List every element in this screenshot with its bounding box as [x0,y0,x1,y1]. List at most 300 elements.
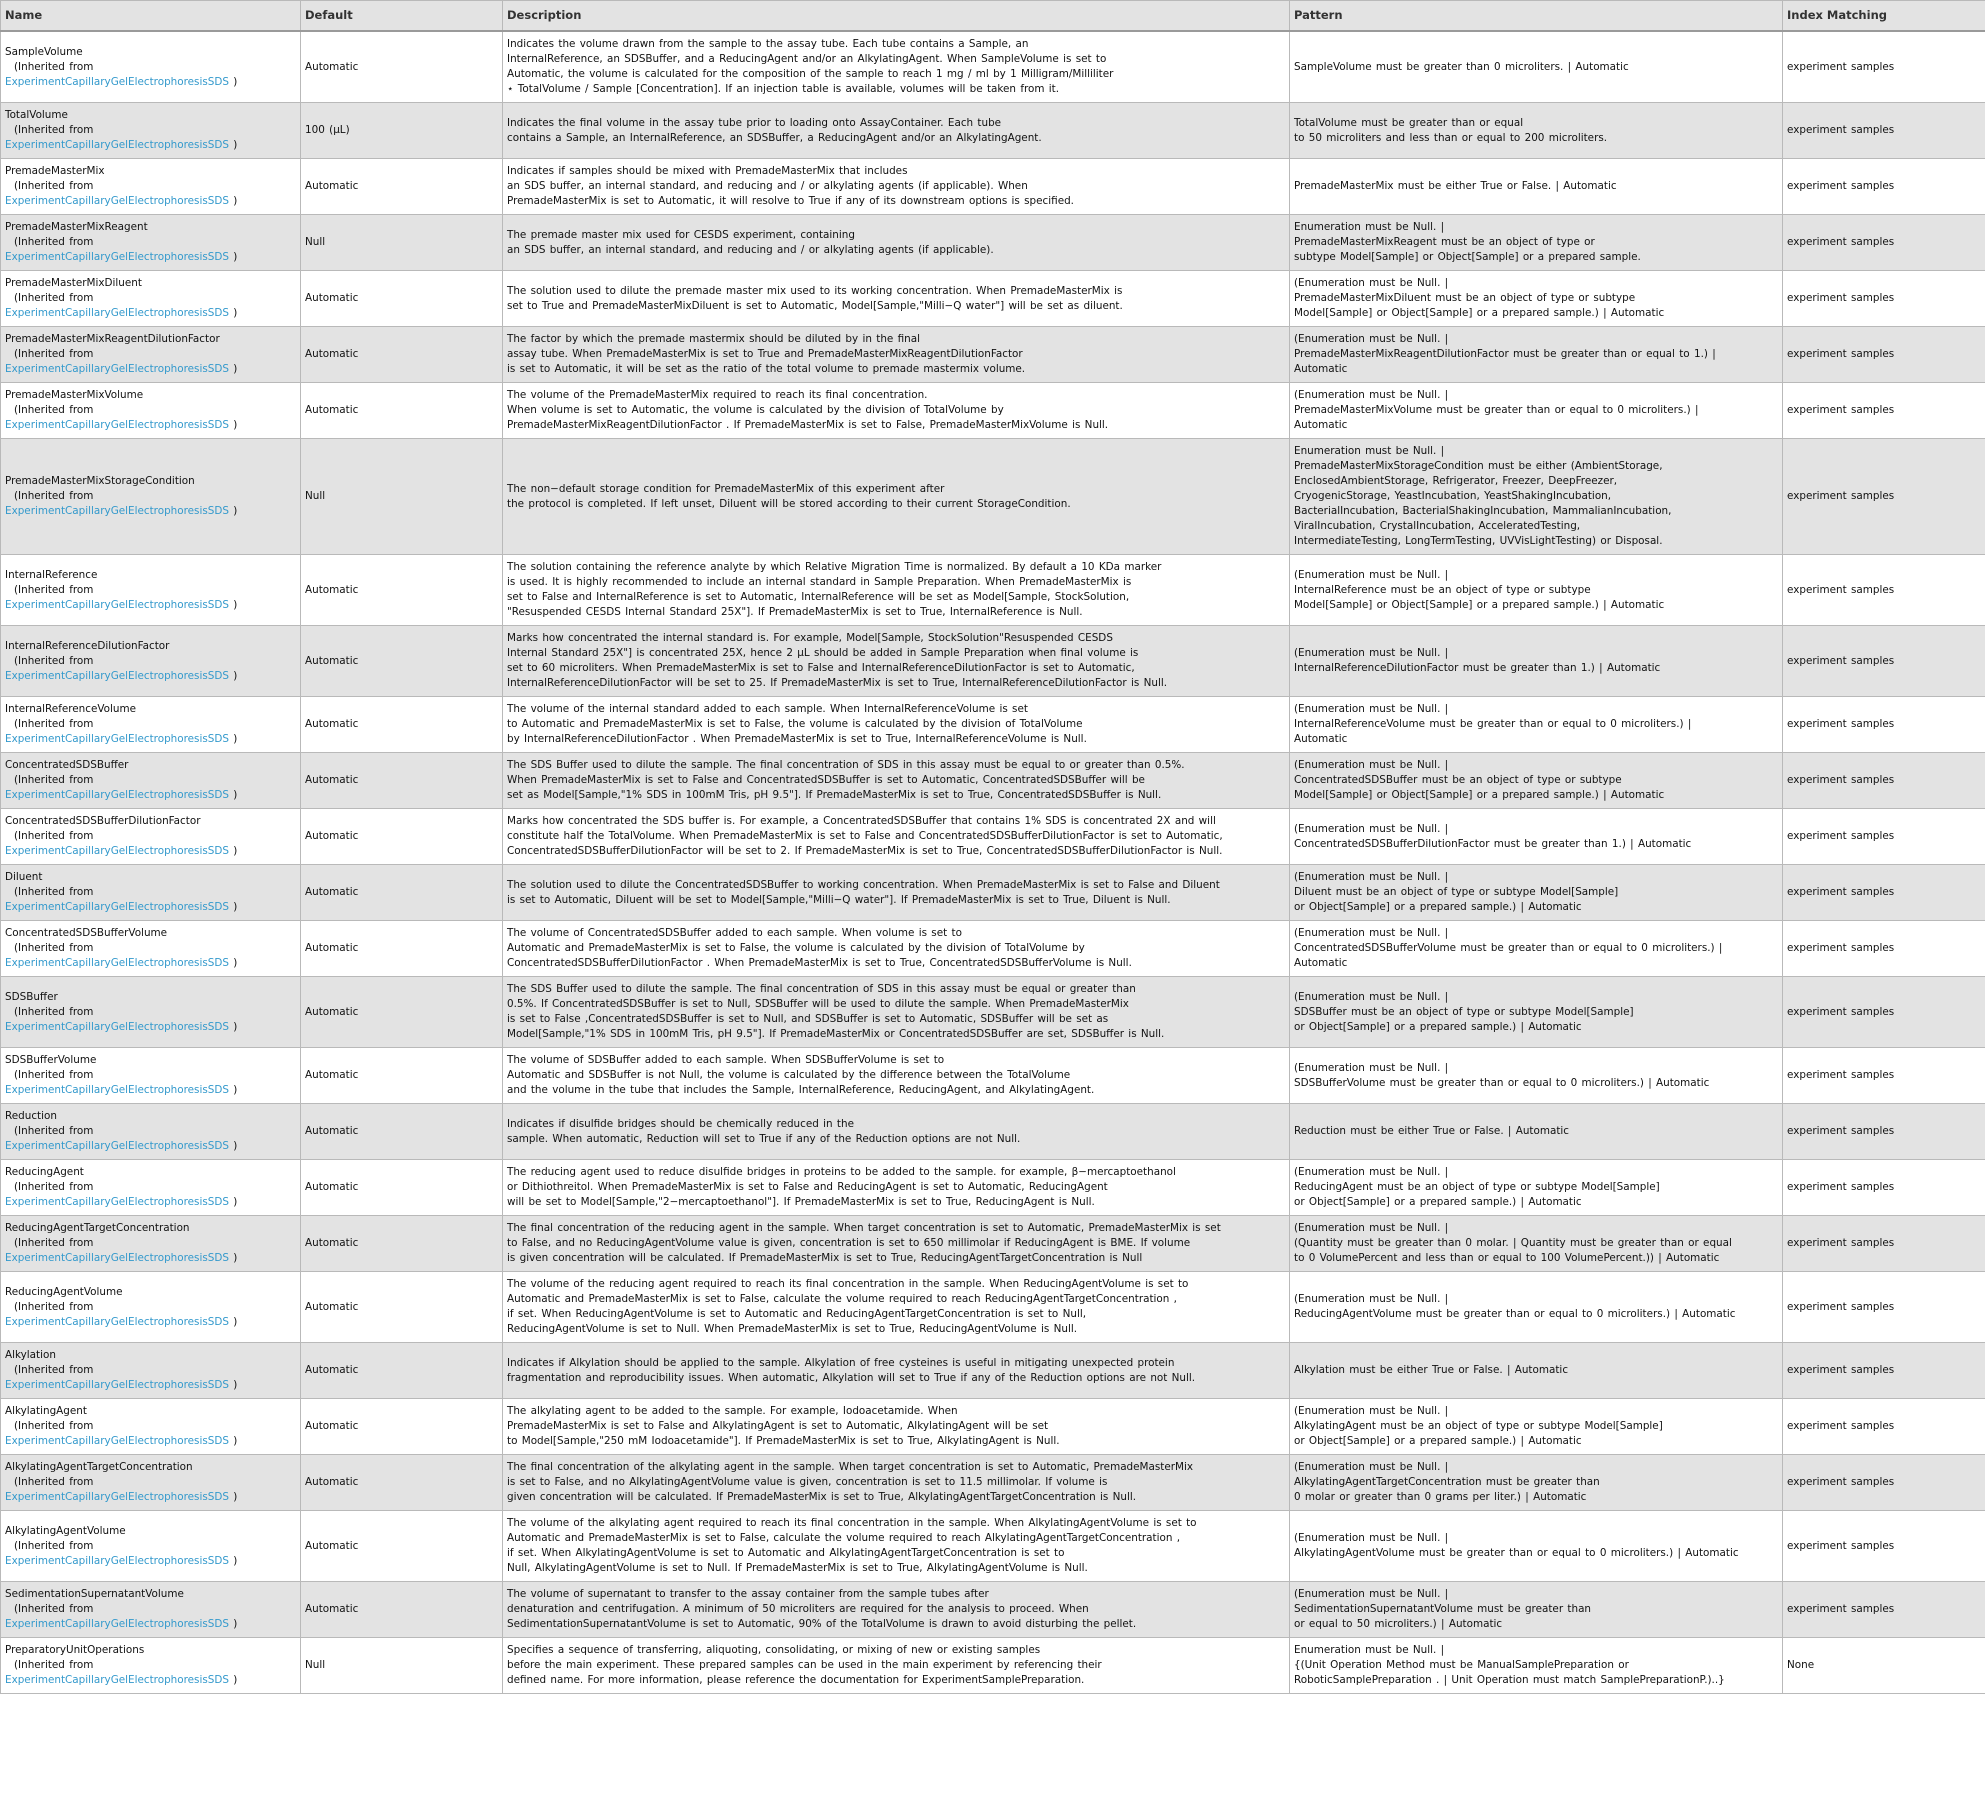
option-name-cell [1,103,301,159]
option-name: InternalReference [5,568,98,581]
inherited-link[interactable]: ExperimentCapillaryGelElectrophoresisSDS [5,1491,229,1503]
option-name: TotalVolume [5,109,68,121]
option-name: Reduction [5,1110,57,1122]
option-name: ReducingAgent [5,1166,84,1178]
inherited-suffix: ) [233,75,238,88]
inherited-suffix: ) [233,901,238,913]
inherited-prefix: (Inherited from [14,60,94,73]
option-name: PremadeMasterMixReagent [5,221,148,233]
inherited-note [5,1300,296,1315]
inherited-prefix: (Inherited from [14,124,94,136]
inherited-link[interactable]: ExperimentCapillaryGelElectrophoresisSDS [5,139,229,151]
pattern-cell: (Enumeration must be Null. | InternalReferenceDilutionFactor must be greater than 1.) | Automatic [1290,626,1783,697]
option-name-cell [1,626,301,697]
option-name: SedimentationSupernatantVolume [5,1588,184,1600]
table-row [1,1638,1985,1694]
inherited-note [5,1180,296,1195]
option-name-cell [1,1048,301,1104]
pattern-cell: (Enumeration must be Null. | AlkylatingAgentTargetConcentration must be greater than 0 molar or greater than 0 grams per liter.) | Automatic [1290,1455,1783,1511]
pattern-cell: (Enumeration must be Null. | SDSBuffer must be an object of type or subtype Model[Sample] or Object[Sample] or a prepared sample.) | Automatic [1290,977,1783,1048]
description-cell: The volume of the reducing agent required to reach its final concentration in the sample. When ReducingAgentVolume is set to Automatic and PremadeMasterMix is set to False, calculate the volume required to reach ReducingAgentTargetConcentration , if set. When ReducingAgentVolume is set to Automatic and ReducingAgentTargetConcentration is set to Null, ReducingAgentVolume is set to Null. When PremadeMasterMix is set to True, ReducingAgentVolume is Null. [503,1272,1290,1343]
description-cell: The solution used to dilute the premade master mix used to its working concentration. When PremadeMasterMix is set to True and PremadeMasterMixDiluent is set to Automatic, Model[Sample,"Milli−Q water"] will be set as diluent. [503,271,1290,327]
inherited-note [5,179,296,194]
index-matching-cell: experiment samples [1783,753,1985,809]
inherited-prefix: (Inherited from [14,886,94,898]
table-row [1,271,1985,327]
option-name-cell [1,327,301,383]
option-name-cell [1,31,301,103]
inherited-note [5,1539,296,1554]
default-cell: Automatic [301,1582,503,1638]
option-name-cell [1,1582,301,1638]
inherited-prefix: (Inherited from [14,942,94,954]
default-cell: Automatic [301,1455,503,1511]
inherited-link[interactable]: ExperimentCapillaryGelElectrophoresisSDS [5,505,229,517]
inherited-note [5,347,296,362]
inherited-prefix: (Inherited from [14,774,94,786]
inherited-note [5,654,296,669]
index-matching-cell: experiment samples [1783,1216,1985,1272]
option-name-cell [1,1343,301,1399]
pattern-cell: TotalVolume must be greater than or equal to 50 microliters and less than or equal to 200 microliters. [1290,103,1783,159]
header-row [1,1,1985,32]
inherited-suffix: ) [233,1491,238,1503]
option-name: AlkylatingAgentTargetConcentration [5,1461,193,1473]
inherited-suffix: ) [233,195,238,207]
inherited-note [5,1236,296,1251]
option-name-cell [1,697,301,753]
table-row [1,555,1985,626]
index-matching-cell: experiment samples [1783,977,1985,1048]
table-row [1,383,1985,439]
default-cell: Automatic [301,809,503,865]
inherited-link[interactable]: ExperimentCapillaryGelElectrophoresisSDS [5,1554,229,1567]
inherited-note [5,1658,296,1673]
default-cell: Automatic [301,697,503,753]
pattern-cell: Reduction must be either True or False. | Automatic [1290,1104,1783,1160]
table-row [1,1511,1985,1582]
option-name-cell [1,1216,301,1272]
pattern-cell: (Enumeration must be Null. | AlkylatingAgentVolume must be greater than or equal to 0 microliters.) | Automatic [1290,1511,1783,1582]
table-row [1,1216,1985,1272]
pattern-cell: (Enumeration must be Null. | ConcentratedSDSBufferVolume must be greater than or equal to 0 microliters.) | Automatic [1290,921,1783,977]
default-cell: Automatic [301,383,503,439]
inherited-suffix: ) [233,1379,238,1391]
index-matching-cell: experiment samples [1783,1048,1985,1104]
description-cell: The reducing agent used to reduce disulfide bridges in proteins to be added to the sample. for example, β−mercaptoethanol or Dithiothreitol. When PremadeMasterMix is set to False and ReducingAgent is set to Automatic, ReducingAgent will be set to Model[Sample,"2−mercaptoethanol"]. If PremadeMasterMix is set to True, ReducingAgent is Null. [503,1160,1290,1216]
inherited-link[interactable]: ExperimentCapillaryGelElectrophoresisSDS [5,75,229,88]
inherited-link[interactable]: ExperimentCapillaryGelElectrophoresisSDS [5,307,229,319]
pattern-cell: Enumeration must be Null. | PremadeMasterMixReagent must be an object of type or subtype Model[Sample] or Object[Sample] or a prepared sample. [1290,215,1783,271]
option-name-cell [1,865,301,921]
option-name-cell [1,159,301,215]
pattern-cell: (Enumeration must be Null. | InternalReferenceVolume must be greater than or equal to 0 microliters.) | Automatic [1290,697,1783,753]
option-name: ConcentratedSDSBufferDilutionFactor [5,815,201,827]
inherited-suffix: ) [233,1435,238,1447]
inherited-suffix: ) [233,251,238,263]
index-matching-cell: experiment samples [1783,327,1985,383]
description-cell: The volume of ConcentratedSDSBuffer added to each sample. When volume is set to Automatic and PremadeMasterMix is set to False, the volume is calculated by the division of TotalVolume by ConcentratedSDSBufferDilutionFactor . When PremadeMasterMix is set to True, ConcentratedSDSBufferVolume is Null. [503,921,1290,977]
inherited-prefix: (Inherited from [14,1300,94,1313]
index-matching-cell: experiment samples [1783,31,1985,103]
inherited-suffix: ) [233,1084,238,1096]
inherited-prefix: (Inherited from [14,1237,94,1249]
inherited-link[interactable]: ExperimentCapillaryGelElectrophoresisSDS [5,1379,229,1391]
default-cell: Automatic [301,31,503,103]
option-name: ConcentratedSDSBuffer [5,759,129,771]
option-name: SampleVolume [5,45,83,58]
inherited-link[interactable]: ExperimentCapillaryGelElectrophoresisSDS [5,733,229,745]
inherited-link[interactable]: ExperimentCapillaryGelElectrophoresisSDS [5,957,229,969]
table-row [1,159,1985,215]
option-name-cell [1,977,301,1048]
inherited-link[interactable]: ExperimentCapillaryGelElectrophoresisSDS [5,1084,229,1096]
pattern-cell: (Enumeration must be Null. | Diluent must be an object of type or subtype Model[Sample] or Object[Sample] or a prepared sample.) | Automatic [1290,865,1783,921]
index-matching-cell: experiment samples [1783,1511,1985,1582]
inherited-link[interactable]: ExperimentCapillaryGelElectrophoresisSDS [5,1140,229,1152]
option-name: InternalReferenceDilutionFactor [5,639,170,652]
inherited-prefix: (Inherited from [14,348,94,360]
index-matching-cell: experiment samples [1783,159,1985,215]
column-header-index-matching: Index Matching [1783,1,1985,32]
inherited-prefix: (Inherited from [14,490,94,502]
pattern-cell: Enumeration must be Null. | PremadeMasterMixStorageCondition must be either (AmbientStorage, EnclosedAmbientStorage, Refrigerator, Freezer, DeepFreezer, CryogenicStorage, YeastIncubation, YeastShakingIncubation, BacterialIncubation, BacterialShakingIncubation, MammalianIncubation, ViralIncubation, CrystalIncubation, AcceleratedTesting, IntermediateTesting, LongTermTesting, UVVisLightTesting) or Disposal. [1290,439,1783,555]
table-row [1,1343,1985,1399]
inherited-note [5,941,296,956]
column-header-description: Description [503,1,1290,32]
inherited-link[interactable]: ExperimentCapillaryGelElectrophoresisSDS [5,1196,229,1208]
inherited-suffix: ) [233,1618,238,1630]
pattern-cell: Alkylation must be either True or False. | Automatic [1290,1343,1783,1399]
pattern-cell: PremadeMasterMix must be either True or False. | Automatic [1290,159,1783,215]
inherited-note [5,1005,296,1020]
option-name-cell [1,809,301,865]
inherited-prefix: (Inherited from [14,1539,94,1552]
option-name: PremadeMasterMixReagentDilutionFactor [5,333,220,345]
inherited-link[interactable]: ExperimentCapillaryGelElectrophoresisSDS [5,789,229,801]
description-cell: The solution used to dilute the ConcentratedSDSBuffer to working concentration. When PremadeMasterMix is set to False and Diluent is set to Automatic, Diluent will be set to Model[Sample,"Milli−Q water"]. If PremadeMasterMix is set to True, Diluent is Null. [503,865,1290,921]
inherited-suffix: ) [233,598,238,611]
inherited-note [5,829,296,844]
inherited-prefix: (Inherited from [14,1364,94,1376]
inherited-suffix: ) [233,1315,238,1328]
option-name: SDSBuffer [5,990,58,1003]
option-name: PremadeMasterMixStorageCondition [5,475,195,487]
pattern-cell: Enumeration must be Null. | {(Unit Operation Method must be ManualSamplePreparation or RoboticSamplePreparation . | Unit Operation must match SamplePreparationP.)..} [1290,1638,1783,1694]
option-name-cell [1,1160,301,1216]
table-row [1,753,1985,809]
description-cell: Indicates the final volume in the assay tube prior to loading onto AssayContainer. Each tube contains a Sample, an InternalReference, an SDSBuffer, a ReducingAgent and/or an AlkylatingAgent. [503,103,1290,159]
table-row [1,1272,1985,1343]
inherited-prefix: (Inherited from [14,236,94,248]
inherited-link[interactable]: ExperimentCapillaryGelElectrophoresisSDS [5,251,229,263]
default-cell: Null [301,439,503,555]
pattern-cell: (Enumeration must be Null. | SedimentationSupernatantVolume must be greater than or equal to 50 microliters.) | Automatic [1290,1582,1783,1638]
pattern-cell: (Enumeration must be Null. | ReducingAgent must be an object of type or subtype Model[Sample] or Object[Sample] or a prepared sample.) | Automatic [1290,1160,1783,1216]
inherited-note [5,60,296,75]
inherited-note [5,123,296,138]
default-cell: Automatic [301,1216,503,1272]
description-cell: The alkylating agent to be added to the sample. For example, Iodoacetamide. When PremadeMasterMix is set to False and AlkylatingAgent is set to Automatic, AlkylatingAgent will be set to Model[Sample,"250 mM Iodoacetamide"]. If PremadeMasterMix is set to True, AlkylatingAgent is Null. [503,1399,1290,1455]
table-row [1,921,1985,977]
inherited-suffix: ) [233,139,238,151]
option-name: PremadeMasterMixDiluent [5,277,142,289]
inherited-link[interactable]: ExperimentCapillaryGelElectrophoresisSDS [5,419,229,431]
inherited-suffix: ) [233,1252,238,1264]
pattern-cell: SampleVolume must be greater than 0 microliters. | Automatic [1290,31,1783,103]
inherited-suffix: ) [233,363,238,375]
index-matching-cell: None [1783,1638,1985,1694]
inherited-suffix: ) [233,957,238,969]
description-cell: The non−default storage condition for PremadeMasterMix of this experiment after the protocol is completed. If left unset, Diluent will be stored according to their current StorageCondition. [503,439,1290,555]
inherited-link[interactable]: ExperimentCapillaryGelElectrophoresisSDS [5,1435,229,1447]
inherited-note [5,583,296,598]
index-matching-cell: experiment samples [1783,215,1985,271]
inherited-link[interactable]: ExperimentCapillaryGelElectrophoresisSDS [5,669,229,682]
description-cell: The premade master mix used for CESDS experiment, containing an SDS buffer, an internal standard, and reducing and / or alkylating agents (if applicable). [503,215,1290,271]
description-cell: The SDS Buffer used to dilute the sample. The final concentration of SDS in this assay must be equal or greater than 0.5%. If ConcentratedSDSBuffer is set to Null, SDSBuffer will be used to dilute the sample. When PremadeMasterMix is set to False ,ConcentratedSDSBuffer is set to Null, and SDSBuffer is set to Automatic, SDSBuffer will be set as Model[Sample,"1% SDS in 100mM Tris, pH 9.5"]. If PremadeMasterMix or ConcentratedSDSBuffer are set, SDSBuffer is Null. [503,977,1290,1048]
inherited-link[interactable]: ExperimentCapillaryGelElectrophoresisSDS [5,363,229,375]
inherited-prefix: (Inherited from [14,830,94,842]
inherited-note [5,717,296,732]
inherited-link[interactable]: ExperimentCapillaryGelElectrophoresisSDS [5,598,229,611]
column-header-name: Name [1,1,301,32]
table-row [1,327,1985,383]
inherited-prefix: (Inherited from [14,1181,94,1193]
default-cell: Automatic [301,271,503,327]
inherited-suffix: ) [233,1140,238,1152]
description-cell: Marks how concentrated the SDS buffer is. For example, a ConcentratedSDSBuffer that contains 1% SDS is concentrated 2X and will constitute half the TotalVolume. When PremadeMasterMix is set to False and ConcentratedSDSBufferDilutionFactor is set to Automatic, ConcentratedSDSBufferDilutionFactor will be set to 2. If PremadeMasterMix is set to True, ConcentratedSDSBufferDilutionFactor is Null. [503,809,1290,865]
inherited-link[interactable]: ExperimentCapillaryGelElectrophoresisSDS [5,1674,229,1686]
index-matching-cell: experiment samples [1783,1399,1985,1455]
inherited-prefix: (Inherited from [14,654,94,667]
option-name: PremadeMasterMixVolume [5,389,144,401]
default-cell: Automatic [301,1272,503,1343]
table-row [1,215,1985,271]
inherited-link[interactable]: ExperimentCapillaryGelElectrophoresisSDS [5,1020,229,1033]
description-cell: The volume of the alkylating agent required to reach its final concentration in the sample. When AlkylatingAgentVolume is set to Automatic and PremadeMasterMix is set to False, calculate the volume required to reach AlkylatingAgentTargetConcentration , if set. When AlkylatingAgentVolume is set to Automatic and AlkylatingAgentTargetConcentration is set to Null, AlkylatingAgentVolume is set to Null. If PremadeMasterMix is set to True, AlkylatingAgentVolume is Null. [503,1511,1290,1582]
pattern-cell: (Enumeration must be Null. | SDSBufferVolume must be greater than or equal to 0 microliters.) | Automatic [1290,1048,1783,1104]
table-body [1,31,1985,1694]
table-row [1,977,1985,1048]
default-cell: Automatic [301,626,503,697]
option-name-cell [1,215,301,271]
index-matching-cell: experiment samples [1783,865,1985,921]
description-cell: The factor by which the premade mastermix should be diluted by in the final assay tube. When PremadeMasterMix is set to True and PremadeMasterMixReagentDilutionFactor is set to Automatic, it will be set as the ratio of the total volume to premade mastermix volume. [503,327,1290,383]
inherited-suffix: ) [233,307,238,319]
column-header-pattern: Pattern [1290,1,1783,32]
description-cell: The final concentration of the reducing agent in the sample. When target concentration is set to Automatic, PremadeMasterMix is set to False, and no ReducingAgentVolume value is given, concentration is set to 650 millimolar if ReducingAgent is BME. If volume is given concentration will be calculated. If PremadeMasterMix is set to True, ReducingAgentTargetConcentration is Null [503,1216,1290,1272]
default-cell: Automatic [301,753,503,809]
default-cell: Automatic [301,555,503,626]
inherited-suffix: ) [233,789,238,801]
inherited-prefix: (Inherited from [14,583,94,596]
option-name-cell [1,1272,301,1343]
inherited-prefix: (Inherited from [14,1420,94,1432]
inherited-suffix: ) [233,1196,238,1208]
inherited-suffix: ) [233,1554,238,1567]
default-cell: Automatic [301,1048,503,1104]
default-cell: Automatic [301,327,503,383]
option-name-cell [1,1638,301,1694]
inherited-suffix: ) [233,1020,238,1033]
pattern-cell: (Enumeration must be Null. | PremadeMasterMixVolume must be greater than or equal to 0 microliters.) | Automatic [1290,383,1783,439]
table-row [1,103,1985,159]
pattern-cell: (Enumeration must be Null. | InternalReference must be an object of type or subtype Model[Sample] or Object[Sample] or a prepared sample.) | Automatic [1290,555,1783,626]
description-cell: Specifies a sequence of transferring, aliquoting, consolidating, or mixing of new or existing samples before the main experiment. These prepared samples can be used in the main experiment by referencing their defined name. For more information, please reference the documentation for ExperimentSamplePreparation. [503,1638,1290,1694]
description-cell: Indicates if Alkylation should be applied to the sample. Alkylation of free cysteines is useful in mitigating unexpected protein fragmentation and reproducibility issues. When automatic, Alkylation will set to True if any of the Reduction options are not Null. [503,1343,1290,1399]
table-row [1,1160,1985,1216]
table-row [1,697,1985,753]
pattern-cell: (Enumeration must be Null. | PremadeMasterMixReagentDilutionFactor must be greater than or equal to 1.) | Automatic [1290,327,1783,383]
index-matching-cell: experiment samples [1783,626,1985,697]
default-cell: Automatic [301,1104,503,1160]
inherited-prefix: (Inherited from [14,1125,94,1137]
inherited-note [5,1475,296,1490]
index-matching-cell: experiment samples [1783,921,1985,977]
pattern-cell: (Enumeration must be Null. | PremadeMasterMixDiluent must be an object of type or subtype Model[Sample] or Object[Sample] or a prepared sample.) | Automatic [1290,271,1783,327]
inherited-link[interactable]: ExperimentCapillaryGelElectrophoresisSDS [5,845,229,857]
option-name-cell [1,753,301,809]
table-row [1,809,1985,865]
index-matching-cell: experiment samples [1783,1582,1985,1638]
inherited-prefix: (Inherited from [14,404,94,416]
inherited-note [5,1124,296,1139]
table-row [1,1582,1985,1638]
index-matching-cell: experiment samples [1783,439,1985,555]
description-cell: The volume of the PremadeMasterMix required to reach its final concentration. When volume is set to Automatic, the volume is calculated by the division of TotalVolume by PremadeMasterMixReagentDilutionFactor . If PremadeMasterMix is set to False, PremadeMasterMixVolume is Null. [503,383,1290,439]
default-cell: Automatic [301,1399,503,1455]
index-matching-cell: experiment samples [1783,383,1985,439]
default-cell: Automatic [301,921,503,977]
description-cell: The volume of SDSBuffer added to each sample. When SDSBufferVolume is set to Automatic and SDSBuffer is not Null, the volume is calculated by the difference between the TotalVolume and the volume in the tube that includes the Sample, InternalReference, ReducingAgent, and AlkylatingAgent. [503,1048,1290,1104]
inherited-link[interactable]: ExperimentCapillaryGelElectrophoresisSDS [5,1618,229,1630]
default-cell: Automatic [301,1511,503,1582]
inherited-note [5,885,296,900]
inherited-note [5,1363,296,1378]
inherited-suffix: ) [233,1674,238,1686]
index-matching-cell: experiment samples [1783,1272,1985,1343]
default-cell: Null [301,215,503,271]
inherited-prefix: (Inherited from [14,1603,94,1615]
option-name-cell [1,271,301,327]
option-name-cell [1,1511,301,1582]
table-row [1,31,1985,103]
inherited-prefix: (Inherited from [14,180,94,192]
inherited-note [5,489,296,504]
table-row [1,865,1985,921]
index-matching-cell: experiment samples [1783,809,1985,865]
pattern-cell: (Enumeration must be Null. | ReducingAgentVolume must be greater than or equal to 0 microliters.) | Automatic [1290,1272,1783,1343]
option-name: ReducingAgentVolume [5,1285,123,1298]
inherited-note [5,291,296,306]
description-cell: Indicates if disulfide bridges should be chemically reduced in the sample. When automatic, Reduction will set to True if any of the Reduction options are not Null. [503,1104,1290,1160]
option-name: AlkylatingAgentVolume [5,1524,126,1537]
inherited-note [5,1602,296,1617]
default-cell: Null [301,1638,503,1694]
pattern-cell: (Enumeration must be Null. | ConcentratedSDSBufferDilutionFactor must be greater than 1.) | Automatic [1290,809,1783,865]
description-cell: The solution containing the reference analyte by which Relative Migration Time is normalized. By default a 10 KDa marker is used. It is highly recommended to include an internal standard in Sample Preparation. When PremadeMasterMix is set to False and InternalReference is set to Automatic, InternalReference will be set as Model[Sample, StockSolution, "Resuspended CESDS Internal Standard 25X"]. If PremadeMasterMix is set to True, InternalReference is Null. [503,555,1290,626]
inherited-prefix: (Inherited from [14,1069,94,1081]
table-row [1,1048,1985,1104]
inherited-prefix: (Inherited from [14,292,94,304]
default-cell: Automatic [301,977,503,1048]
option-name-cell [1,921,301,977]
option-name: Alkylation [5,1349,56,1361]
option-name: PreparatoryUnitOperations [5,1644,145,1656]
inherited-suffix: ) [233,845,238,857]
inherited-note [5,235,296,250]
inherited-link[interactable]: ExperimentCapillaryGelElectrophoresisSDS [5,901,229,913]
inherited-prefix: (Inherited from [14,1476,94,1488]
default-cell: 100 (μL) [301,103,503,159]
pattern-cell: (Enumeration must be Null. | AlkylatingAgent must be an object of type or subtype Model[Sample] or Object[Sample] or a prepared sample.) | Automatic [1290,1399,1783,1455]
option-name-cell [1,1399,301,1455]
index-matching-cell: experiment samples [1783,271,1985,327]
option-name: InternalReferenceVolume [5,703,137,715]
pattern-cell: (Enumeration must be Null. | ConcentratedSDSBuffer must be an object of type or subtype Model[Sample] or Object[Sample] or a prepared sample.) | Automatic [1290,753,1783,809]
index-matching-cell: experiment samples [1783,1455,1985,1511]
inherited-link[interactable]: ExperimentCapillaryGelElectrophoresisSDS [5,195,229,207]
option-name: AlkylatingAgent [5,1405,87,1417]
index-matching-cell: experiment samples [1783,697,1985,753]
default-cell: Automatic [301,159,503,215]
pattern-cell: (Enumeration must be Null. | (Quantity must be greater than 0 molar. | Quantity must be greater than or equal to 0 VolumePercent and less than or equal to 100 VolumePercent.)) | Automatic [1290,1216,1783,1272]
inherited-link[interactable]: ExperimentCapillaryGelElectrophoresisSDS [5,1252,229,1264]
inherited-prefix: (Inherited from [14,718,94,730]
option-name-cell [1,555,301,626]
table-row [1,1104,1985,1160]
description-cell: Indicates the volume drawn from the sample to the assay tube. Each tube contains a Sample, an InternalReference, an SDSBuffer, and a ReducingAgent and/or an AlkylatingAgent. When SampleVolume is set to Automatic, the volume is calculated for the composition of the sample to reach 1 mg / ml by 1 Milligram/Milliliter ⋆ TotalVolume / Sample [Concentration]. If an injection table is available, volumes will be taken from it. [503,31,1290,103]
description-cell: The SDS Buffer used to dilute the sample. The final concentration of SDS in this assay must be equal to or greater than 0.5%. When PremadeMasterMix is set to False and ConcentratedSDSBuffer is set to Automatic, ConcentratedSDSBuffer will be set as Model[Sample,"1% SDS in 100mM Tris, pH 9.5"]. If PremadeMasterMix is set to True, ConcentratedSDSBuffer is Null. [503,753,1290,809]
inherited-suffix: ) [233,669,238,682]
inherited-note [5,403,296,418]
inherited-prefix: (Inherited from [14,1659,94,1671]
inherited-prefix: (Inherited from [14,1005,94,1018]
option-name: PremadeMasterMix [5,165,105,177]
inherited-note [5,1068,296,1083]
inherited-link[interactable]: ExperimentCapillaryGelElectrophoresisSDS [5,1315,229,1328]
option-name: Diluent [5,871,43,883]
inherited-note [5,773,296,788]
table-row [1,439,1985,555]
table-row [1,1399,1985,1455]
option-name-cell [1,1104,301,1160]
index-matching-cell: experiment samples [1783,103,1985,159]
table-row [1,1455,1985,1511]
description-cell: The volume of the internal standard added to each sample. When InternalReferenceVolume is set to Automatic and PremadeMasterMix is set to False, the volume is calculated by the division of TotalVolume by InternalReferenceDilutionFactor . When PremadeMasterMix is set to True, InternalReferenceVolume is Null. [503,697,1290,753]
default-cell: Automatic [301,865,503,921]
option-name: ReducingAgentTargetConcentration [5,1222,190,1234]
option-name-cell [1,1455,301,1511]
option-name: SDSBufferVolume [5,1054,97,1066]
index-matching-cell: experiment samples [1783,555,1985,626]
inherited-suffix: ) [233,733,238,745]
default-cell: Automatic [301,1160,503,1216]
option-name-cell [1,439,301,555]
column-header-default: Default [301,1,503,32]
option-name: ConcentratedSDSBufferVolume [5,927,168,939]
table-row [1,626,1985,697]
index-matching-cell: experiment samples [1783,1104,1985,1160]
inherited-suffix: ) [233,419,238,431]
description-cell: Indicates if samples should be mixed with PremadeMasterMix that includes an SDS buffer, an internal standard, and reducing and / or alkylating agents (if applicable). When PremadeMasterMix is set to Automatic, it will resolve to True if any of its downstream options is specified. [503,159,1290,215]
inherited-suffix: ) [233,505,238,517]
description-cell: Marks how concentrated the internal standard is. For example, Model[Sample, StockSolution"Resuspended CESDS Internal Standard 25X"] is concentrated 25X, hence 2 μL should be added in Sample Preparation when final volume is set to 60 microliters. When PremadeMasterMix is set to False and InternalReferenceDilutionFactor is set to Automatic, InternalReferenceDilutionFactor will be set to 25. If PremadeMasterMix is set to True, InternalReferenceDilutionFactor is Null. [503,626,1290,697]
description-cell: The volume of supernatant to transfer to the assay container from the sample tubes after denaturation and centrifugation. A minimum of 50 microliters are required for the analysis to proceed. When SedimentationSupernatantVolume is set to Automatic, 90% of the TotalVolume is drawn to avoid disturbing the pellet. [503,1582,1290,1638]
default-cell: Automatic [301,1343,503,1399]
inherited-note [5,1419,296,1434]
